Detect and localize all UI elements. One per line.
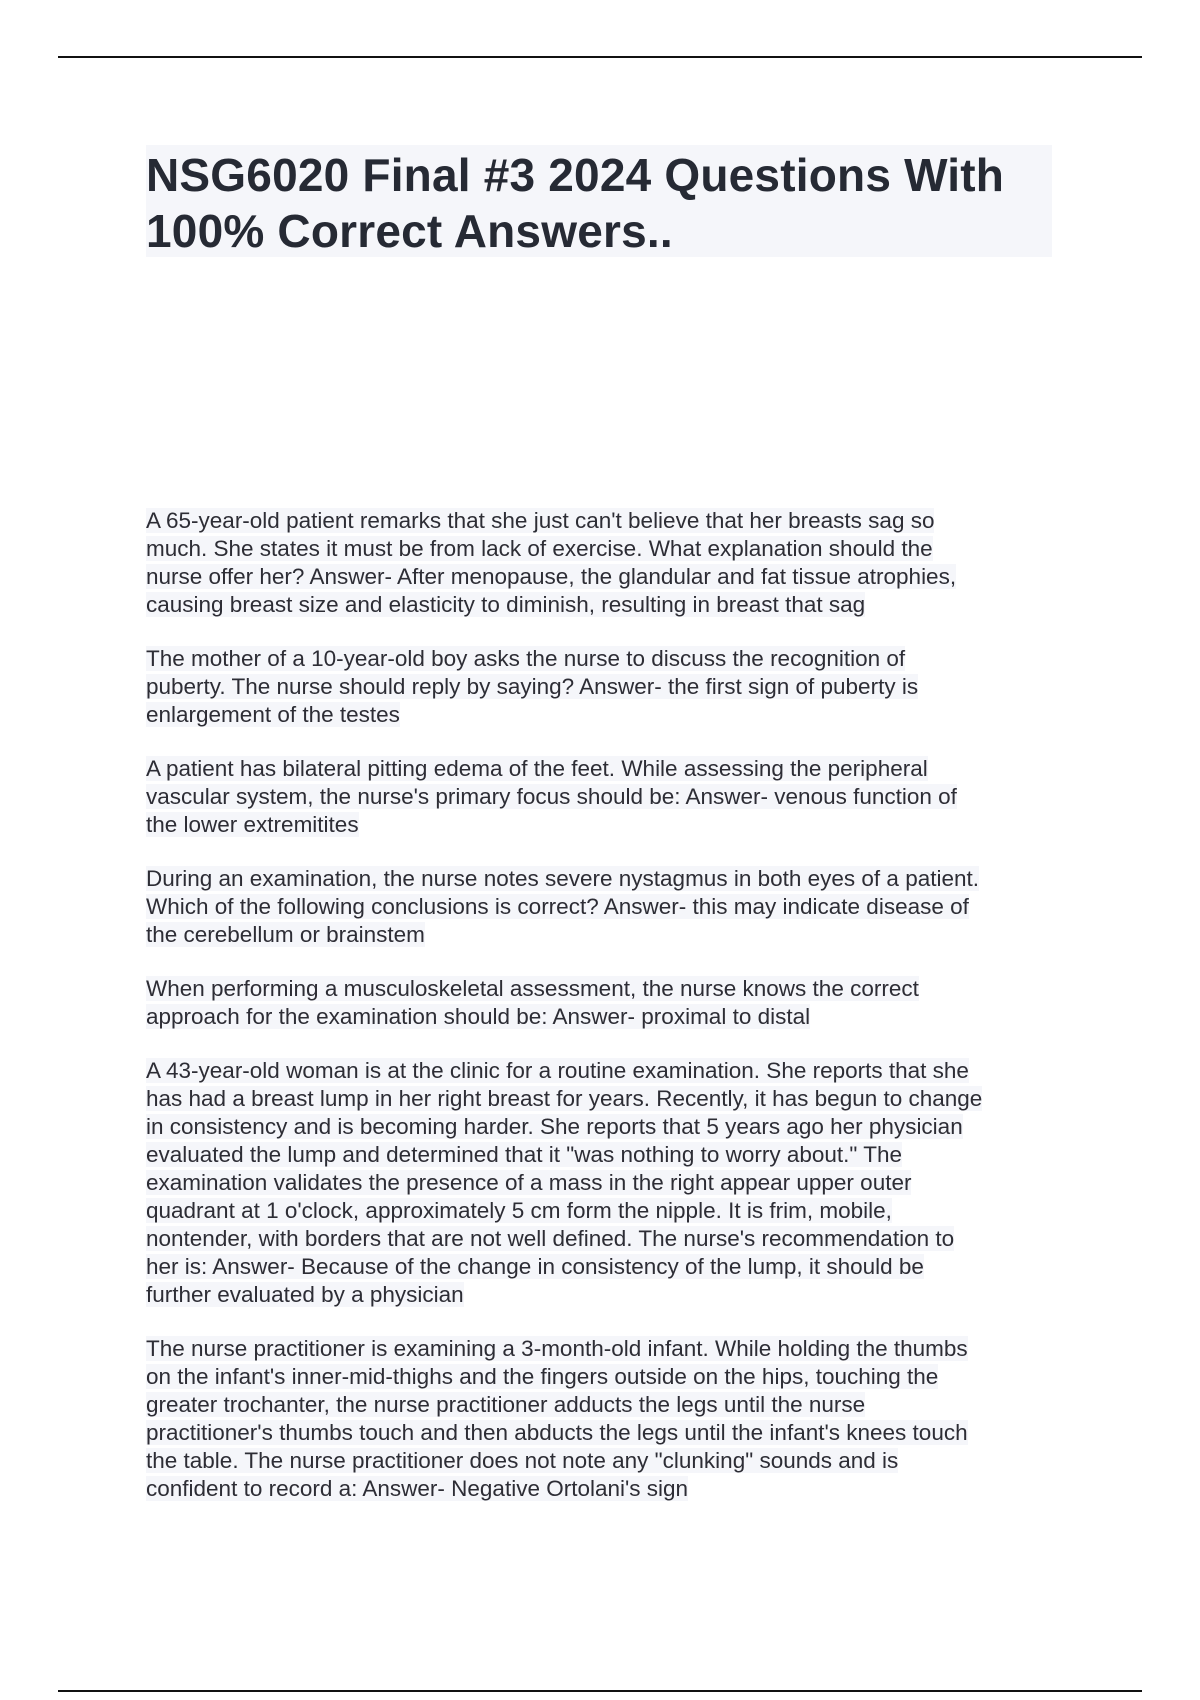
- qa-line: greater trochanter, the nurse practitioner adducts the legs until the nurse: [146, 1392, 866, 1417]
- qa-item: [146, 975, 1046, 1031]
- qa-item: [146, 645, 1046, 729]
- qa-line: enlargement of the testes: [146, 702, 400, 727]
- title-line: 100% Correct Answers..: [146, 205, 673, 257]
- qa-item: [146, 1057, 1046, 1309]
- qa-line: nurse offer her? Answer- After menopause, the glandular and fat tissue atrophies,: [146, 564, 957, 589]
- qa-line: During an examination, the nurse notes severe nystagmus in both eyes of a patient.: [146, 866, 979, 891]
- qa-line: much. She states it must be from lack of exercise. What explanation should the: [146, 536, 933, 561]
- document-title: [146, 147, 1052, 259]
- qa-line: A 43-year-old woman is at the clinic for a routine examination. She reports that she: [146, 1058, 969, 1083]
- qa-line: A patient has bilateral pitting edema of the feet. While assessing the peripheral: [146, 756, 928, 781]
- qa-line: her is: Answer- Because of the change in consistency of the lump, it should be: [146, 1254, 924, 1279]
- qa-line: the lower extremitites: [146, 812, 359, 837]
- top-divider: [58, 56, 1142, 58]
- qa-item: [146, 865, 1046, 949]
- title-line: NSG6020 Final #3 2024 Questions With: [146, 149, 1005, 201]
- qa-line: When performing a musculoskeletal assessment, the nurse knows the correct: [146, 976, 919, 1001]
- qa-line: the table. The nurse practitioner does not note any "clunking" sounds and is: [146, 1448, 899, 1473]
- qa-line: in consistency and is becoming harder. She reports that 5 years ago her physician: [146, 1114, 963, 1139]
- qa-line: nontender, with borders that are not well defined. The nurse's recommendation to: [146, 1226, 955, 1251]
- qa-item: [146, 1335, 1046, 1503]
- qa-line: on the infant's inner-mid-thighs and the fingers outside on the hips, touching the: [146, 1364, 939, 1389]
- qa-line: evaluated the lump and determined that it "was nothing to worry about." The: [146, 1142, 903, 1167]
- qa-line: examination validates the presence of a mass in the right appear upper outer: [146, 1170, 912, 1195]
- qa-item: [146, 755, 1046, 839]
- qa-line: further evaluated by a physician: [146, 1282, 464, 1307]
- qa-line: vascular system, the nurse's primary focus should be: Answer- venous function of: [146, 784, 957, 809]
- qa-line: the cerebellum or brainstem: [146, 922, 425, 947]
- qa-item: [146, 507, 1046, 619]
- qa-line: The nurse practitioner is examining a 3-month-old infant. While holding the thumbs: [146, 1336, 968, 1361]
- qa-line: has had a breast lump in her right breast for years. Recently, it has begun to change: [146, 1086, 983, 1111]
- qa-line: puberty. The nurse should reply by saying? Answer- the first sign of puberty is: [146, 674, 919, 699]
- qa-line: causing breast size and elasticity to diminish, resulting in breast that sag: [146, 592, 866, 617]
- qa-line: The mother of a 10-year-old boy asks the nurse to discuss the recognition of: [146, 646, 906, 671]
- qa-list: [146, 507, 1046, 1529]
- qa-line: practitioner's thumbs touch and then abducts the legs until the infant's knees touch: [146, 1420, 968, 1445]
- qa-line: A 65-year-old patient remarks that she just can't believe that her breasts sag so: [146, 508, 935, 533]
- bottom-divider: [58, 1690, 1142, 1692]
- qa-line: confident to record a: Answer- Negative Ortolani's sign: [146, 1476, 689, 1501]
- qa-line: quadrant at 1 o'clock, approximately 5 cm form the nipple. It is frim, mobile,: [146, 1198, 892, 1223]
- qa-line: approach for the examination should be: Answer- proximal to distal: [146, 1004, 811, 1029]
- qa-line: Which of the following conclusions is correct? Answer- this may indicate disease of: [146, 894, 969, 919]
